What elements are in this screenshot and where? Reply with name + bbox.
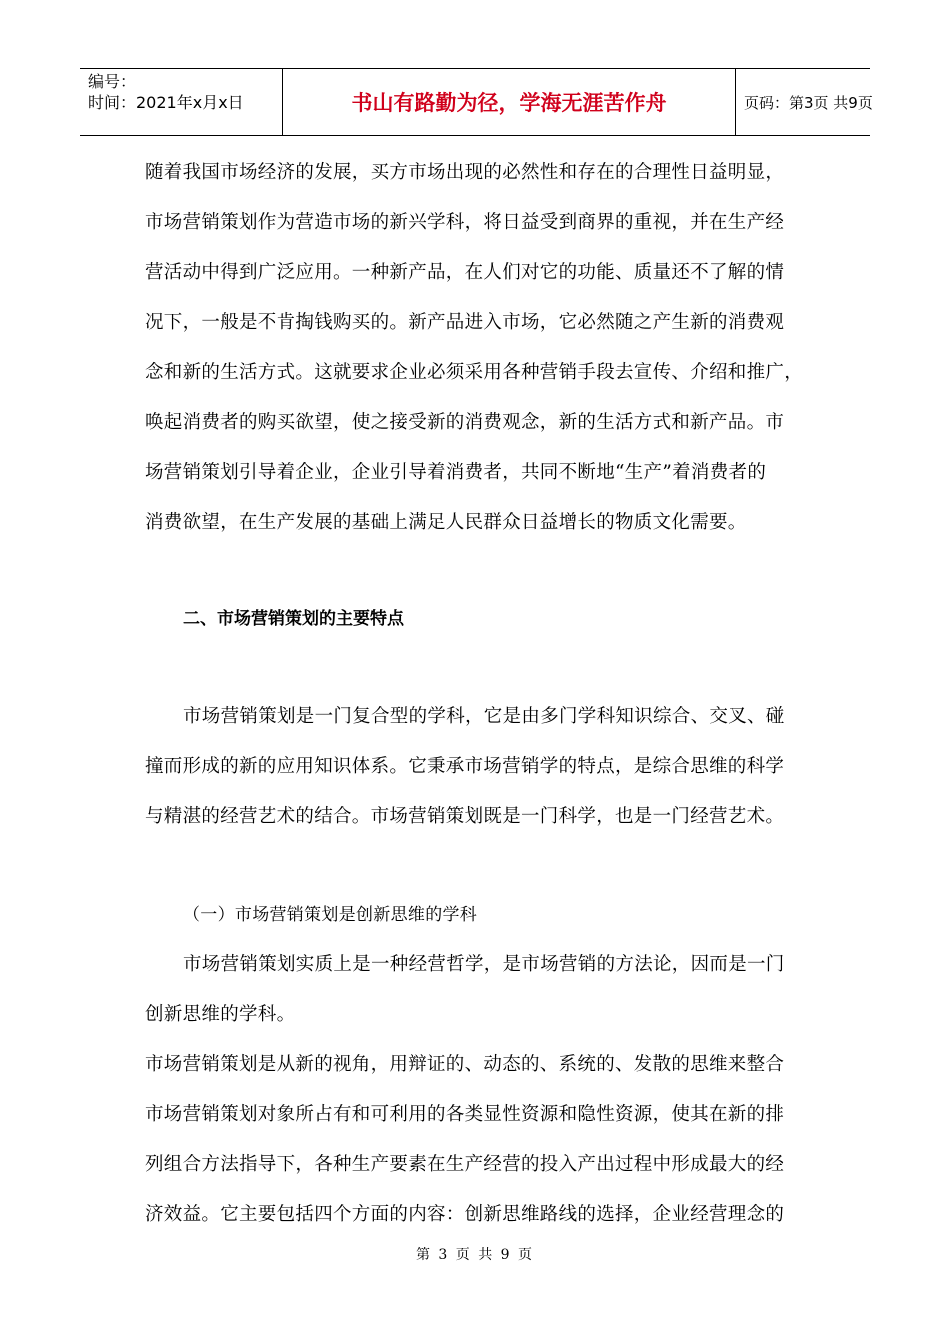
document-body [145, 148, 815, 1240]
paragraph-3 [145, 940, 815, 1040]
paragraph-2 [145, 692, 815, 842]
header-page-number: 页码：第3页 共9页 [744, 93, 873, 112]
header-info-cell [80, 69, 283, 135]
text-line: 创新思维的学科。 [145, 1004, 296, 1025]
text-line: 唤起消费者的购买欲望，使之接受新的消费观念，新的生活方式和新产品。市 [145, 412, 785, 433]
document-time-label: 时间：2021年x月x日 [88, 93, 244, 112]
text-line: 消费欲望，在生产发展的基础上满足人民群众日益增长的物质文化需要。 [145, 512, 747, 533]
text-line: 市场营销策划实质上是一种经营哲学，是市场营销的方法论，因而是一门 [183, 954, 785, 975]
text-line: 场营销策划引导着企业，企业引导着消费者，共同不断地“生产”着消费者的 [145, 462, 767, 483]
text-line: 济效益。它主要包括四个方面的内容：创新思维路线的选择，企业经营理念的 [145, 1204, 785, 1225]
page-footer: 第 3 页 共 9 页 [415, 1247, 535, 1263]
text-line: 列组合方法指导下，各种生产要素在生产经营的投入产出过程中形成最大的经 [145, 1154, 785, 1175]
text-line: 随着我国市场经济的发展，买方市场出现的必然性和存在的合理性日益明显， [145, 162, 785, 183]
document-number-label: 编号： [88, 72, 137, 91]
section-heading: 二、市场营销策划的主要特点 [183, 609, 404, 629]
text-line: 况下，一般是不肯掏钱购买的。新产品进入市场，它必然随之产生新的消费观 [145, 312, 785, 333]
text-line: 市场营销策划是从新的视角，用辩证的、动态的、系统的、发散的思维来整合 [145, 1054, 785, 1075]
header-motto: 书山有路勤为径，学海无涯苦作舟 [283, 69, 736, 135]
page-header [80, 68, 873, 136]
text-line: 营活动中得到广泛应用。一种新产品，在人们对它的功能、质量还不了解的情 [145, 262, 785, 283]
text-line: 撞而形成的新的应用知识体系。它秉承市场营销学的特点，是综合思维的科学 [145, 756, 785, 777]
text-line: 市场营销策划是一门复合型的学科，它是由多门学科知识综合、交叉、碰 [183, 706, 785, 727]
text-line: 市场营销策划作为营造市场的新兴学科，将日益受到商界的重视，并在生产经 [145, 212, 785, 233]
text-line: 念和新的生活方式。这就要求企业必须采用各种营销手段去宣传、介绍和推广， [145, 362, 804, 383]
subsection-heading: （一）市场营销策划是创新思维的学科 [183, 905, 478, 925]
text-line: 与精湛的经营艺术的结合。市场营销策划既是一门科学，也是一门经营艺术。 [145, 806, 785, 827]
text-line: 市场营销策划对象所占有和可利用的各类显性资源和隐性资源，使其在新的排 [145, 1104, 785, 1125]
paragraph-4 [145, 1040, 815, 1240]
paragraph-1 [145, 148, 815, 548]
